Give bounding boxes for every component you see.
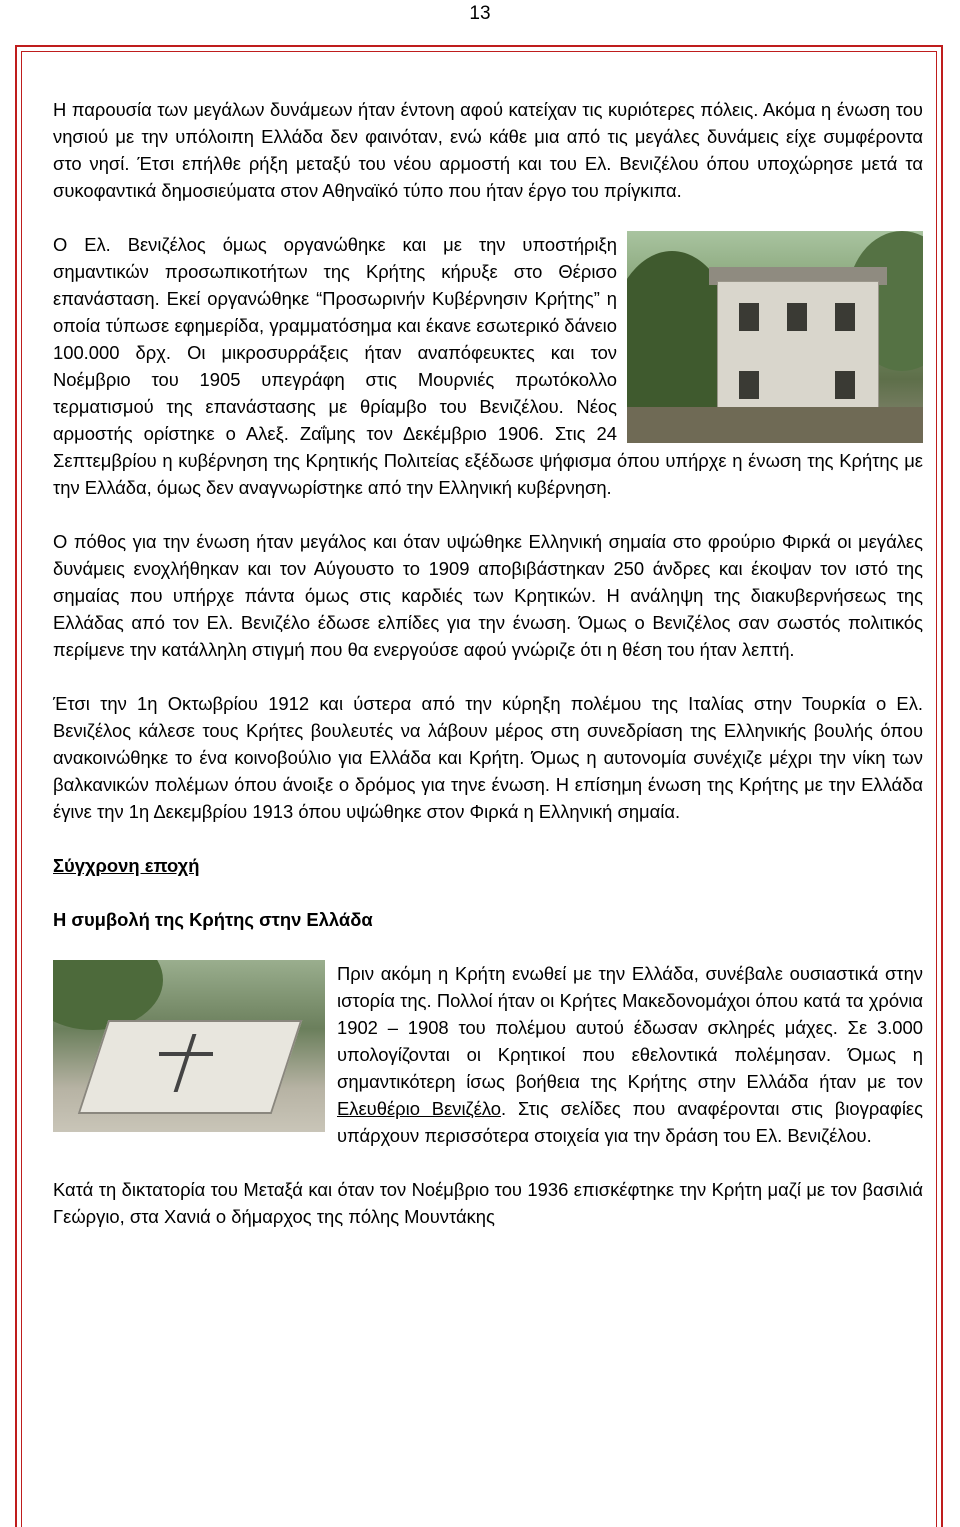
photo-ground <box>627 407 923 443</box>
venizelos-grave-photo <box>53 960 325 1132</box>
paragraph-great-powers: Η παρουσία των μεγάλων δυνάμεων ήταν έντονη αφού κατείχαν τις κυριότερες πόλεις. Ακόμα η ένωση του νησιού με την υπόλοιπη Ελλάδα δεν φαινόταν, ενώ κάθε μια από τις μεγάλες δυνάμεις είχε συμφέροντα στο νησί. Έτσι επήλθε ρήξη μεταξύ του νέου αρμοστή και του Ελ. Βενιζέλου όπου υποχώρησε μετά τα συκοφαντικά δημοσιεύματα στον Αθηναϊκό τύπο που ήταν έργο του πρίγκιπα. <box>53 99 923 201</box>
photo-house-window <box>835 303 855 331</box>
paragraph-flag-firka: Ο πόθος για την ένωση ήταν μεγάλος και όταν υψώθηκε Ελληνική σημαία στο φρούριο Φιρκά οι μεγάλες δυνάμεις ενοχλήθηκαν και τον Αύγουστο το 1909 αποβιβάστηκαν 250 άνδρες και έκοψαν τον ιστό της σημαίας που υπήρχε πάντα όμως στις καρδιές των Κρητικών. Η ανάληψη της διακυβερνήσεως της Ελλάδας από τον Ελ. Βενιζέλο έδωσε ελπίδες για την ένωση. Όμως ο Βενιζέλος σαν σωστός πολιτικός περίμενε την κατάλληλη στιγμή που θα ενεργούσε αφού γνώριζε ότι η θέση του ήταν λεπτή. <box>53 531 923 660</box>
photo-house-window <box>835 371 855 399</box>
paragraph-metaxas: Κατά τη δικτατορία του Μεταξά και όταν τον Νοέμβριο του 1936 επισκέφτηκε την Κρήτη μαζί με τον βασιλιά Γεώργιο, στα Χανιά ο δήμαρχος της πόλης Μουντάκης <box>53 1179 923 1227</box>
document-body <box>53 96 923 1257</box>
heading-contribution: Η συμβολή της Κρήτης στην Ελλάδα <box>53 909 373 930</box>
paragraph-union-1913: Έτσι την 1η Οκτωβρίου 1912 και ύστερα από την κύρηξη πολέμου της Ιταλίας στην Τουρκία ο Ελ. Βενιζέλος κάλεσε τους Κρήτες βουλευτές να λάβουν μέρος στη συνεδρίαση της Ελληνικής βουλής όπου ανακοινώθηκε το ένα κοινοβούλιο για Ελλάδα και Κρήτη. Όμως η αυτονομία συνέχιζε μέχρι την νίκη των βαλκανικών πολέμων όπου άνοιξε ο δρόμος για τηνε ένωση. Η επίσημη ένωση της Κρήτης με την Ελλάδα έγινε την 1η Δεκεμβρίου 1913 όπου υψώθηκε στον Φιρκά η Ελληνική σημαία. <box>53 693 923 822</box>
photo-house-window <box>787 303 807 331</box>
paragraph-contribution-text: Πριν ακόμη η Κρήτη ενωθεί με την Ελλάδα, συνέβαλε ουσιαστικά στην ιστορία της. Πολλοί ήταν οι Κρήτες Μακεδονομάχοι όπου κατά τα χρόνια 1902 – 1908 του πολέμου αυτού έδωσαν σκληρές μάχες. Σε 3.000 υπολογίζονται οι Κρητικοί που εθελοντικά πολέμησαν. Όμως η σημαντικότερη ίσως βοήθεια της Κρήτης στην Ελλάδα ήταν με τον <box>337 963 923 1092</box>
photo-house-window <box>739 303 759 331</box>
therisos-house-photo <box>627 231 923 443</box>
paragraph-contribution-text-end: . Στις σελίδες που αναφέρονται στις βιογραφίες υπάρχουν περισσότερα στοιχεία για την δράση του Ελ. Βενιζέλου. <box>337 1098 923 1146</box>
link-eleftherios-venizelos[interactable]: Ελευθέριο Βενιζέλο <box>337 1098 502 1119</box>
heading-modern-era: Σύγχρονη εποχή <box>53 855 200 876</box>
page-number: 13 <box>469 3 491 24</box>
photo-grave-slab <box>78 1020 303 1114</box>
photo-house-window <box>739 371 759 399</box>
photo-cross-horizontal <box>159 1052 213 1056</box>
paragraph-therisos-revolution: Ο Ελ. Βενιζέλος όμως οργανώθηκε και με την υποστήριξη σημαντικών προσωπικοτήτων της Κρήτης κήρυξε στο Θέρισο επανάσταση. Εκεί οργανώθηκε “Προσωρινήν Κυβέρνησιν Κρήτης” η οποία τύπωσε εφημερίδα, γραμματόσημα και έκανε εσωτερικό δάνειο 100.000 δρχ. Οι μικροσυρράξεις ήταν αναπόφευκτες και τον Νοέμβριο του 1905 υπεγράφη στις Μουρνιές πρωτόκολλο τερματισμού της επανάστασης με θρίαμβο του Βενιζέλου. Νέος αρμοστής ορίστηκε ο Αλεξ. Ζαΐμης τον Δεκέμβριο 1906. Στις 24 Σεπτεμβρίου η κυβέρνηση της Κρητικής Πολιτείας εξέδωσε ψήφισμα όπου υπήρχε η ένωση της Κρήτης με την Ελλάδα, όμως δεν αναγνωρίστηκε από την Ελληνική κυβέρνηση. <box>53 234 923 498</box>
